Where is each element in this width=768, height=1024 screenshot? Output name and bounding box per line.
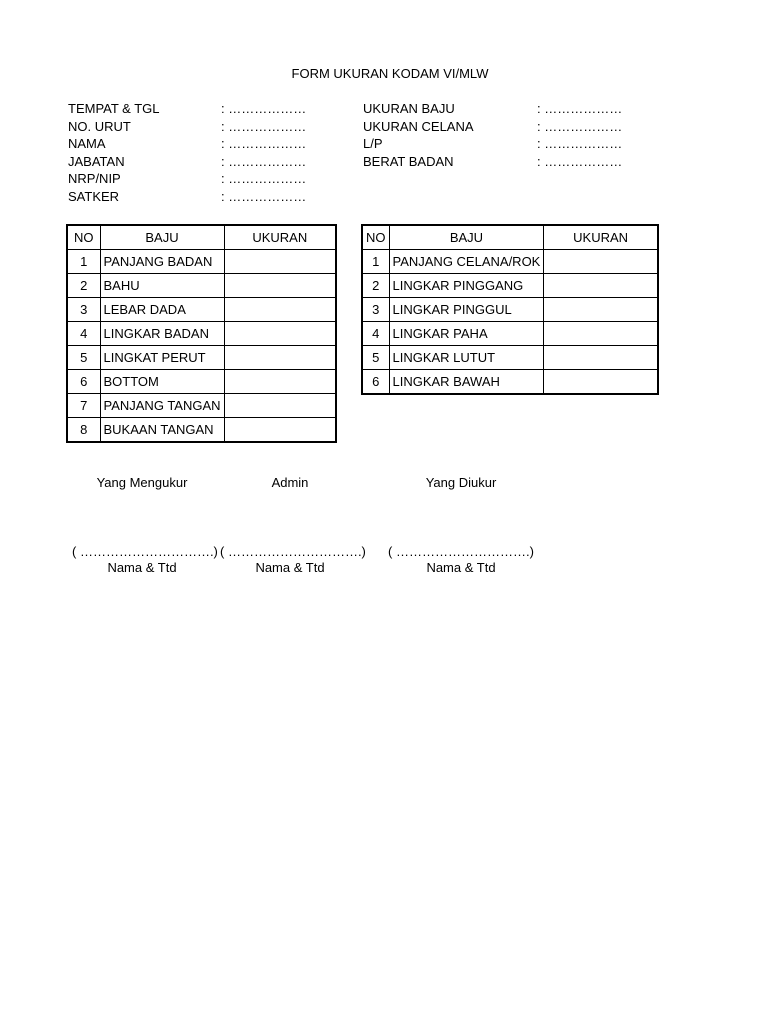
info-value-field[interactable]: : ……………… [537,153,623,169]
table-row [362,346,658,370]
size-cell[interactable] [224,274,336,298]
row-number: 6 [362,370,389,395]
info-value-field[interactable]: : ……………… [221,118,307,134]
measurement-name: LINGKAR BADAN [100,322,224,346]
info-label: TEMPAT & TGL [68,101,160,116]
info-row-ukuran-baju [363,100,663,118]
measurement-name: BUKAAN TANGAN [100,418,224,443]
info-value-field[interactable]: : ……………… [221,136,307,151]
signature-block-admin [220,475,360,490]
table-row [362,274,658,298]
info-label: NAMA [68,136,106,151]
measurement-name: LINGKAR PAHA [389,322,544,346]
measurement-name: BOTTOM [100,370,224,394]
column-header-size: UKURAN [544,225,658,250]
info-label: UKURAN CELANA [363,118,474,134]
size-cell[interactable] [224,418,336,443]
column-header-no: NO [362,225,389,250]
form-title: FORM UKURAN KODAM VI/MLW [291,66,489,81]
info-row-berat-badan [363,153,663,171]
row-number: 3 [67,298,100,322]
info-row-tempat-tgl [68,100,328,118]
info-value-field[interactable]: : ……………… [221,153,307,169]
info-row-jabatan [68,153,328,171]
measurement-name: PANJANG BADAN [100,250,224,274]
info-label: JABATAN [68,153,125,169]
signature-caption: Nama & Ttd [426,560,496,575]
table-row [67,346,336,370]
info-label: NO. URUT [68,118,131,134]
info-row-nrp-nip [68,170,328,188]
signature-role: Yang Mengukur [96,475,188,490]
column-header-size: UKURAN [224,225,336,250]
row-number: 1 [67,250,100,274]
info-label: L/P [363,136,383,151]
row-number: 2 [67,274,100,298]
row-number: 5 [67,346,100,370]
info-value-field[interactable]: : ……………… [537,118,623,134]
size-cell[interactable] [544,250,658,274]
size-cell[interactable] [544,370,658,395]
size-cell[interactable] [544,298,658,322]
table-header-row [67,225,336,250]
measurement-name: LINGKAT PERUT [100,346,224,370]
info-label: BERAT BADAN [363,153,454,169]
info-row-no-urut [68,118,328,136]
signature-caption: Nama & Ttd [107,560,177,575]
row-number: 3 [362,298,389,322]
row-number: 6 [67,370,100,394]
signature-name-line[interactable]: ( ………………………….) [388,544,534,559]
signature-name-line[interactable]: ( ………………………….) [220,544,366,559]
info-label: NRP/NIP [68,171,121,186]
info-value-field[interactable]: : ……………… [221,188,307,204]
info-value-field[interactable]: : ……………… [537,101,623,116]
table-row [362,322,658,346]
info-value-field[interactable]: : ……………… [221,101,307,116]
info-label: SATKER [68,188,120,204]
signature-name-line[interactable]: ( ………………………….) [72,544,218,559]
size-cell[interactable] [224,250,336,274]
table-header-row [362,225,658,250]
size-cell[interactable] [544,322,658,346]
size-cell[interactable] [224,346,336,370]
measurement-name: LINGKAR PINGGUL [389,298,544,322]
measurement-name: PANJANG TANGAN [100,394,224,418]
signature-block-measurer [72,475,212,490]
signature-role: Admin [271,475,309,490]
column-header-item: BAJU [100,225,224,250]
measurement-name: LINGKAR PINGGANG [389,274,544,298]
column-header-item: BAJU [389,225,544,250]
row-number: 8 [67,418,100,443]
table-row [67,370,336,394]
size-cell[interactable] [224,370,336,394]
row-number: 7 [67,394,100,418]
row-number: 1 [362,250,389,274]
size-cell[interactable] [544,346,658,370]
info-value-field[interactable]: : ……………… [537,136,623,151]
table-row [362,298,658,322]
signature-block-measured [391,475,531,490]
info-row-ukuran-celana [363,118,663,136]
signature-line-measurer [72,544,218,575]
size-info-block [363,100,663,170]
measurement-name: LINGKAR BAWAH [389,370,544,395]
row-number: 4 [67,322,100,346]
info-row-satker [68,188,328,206]
size-cell[interactable] [544,274,658,298]
shirt-measurement-table [66,224,337,443]
table-row [362,370,658,395]
row-number: 5 [362,346,389,370]
signature-caption: Nama & Ttd [255,560,325,575]
measurement-name: PANJANG CELANA/ROK [389,250,544,274]
signature-role: Yang Diukur [425,475,497,490]
table-row [67,274,336,298]
table-row [67,250,336,274]
measurement-name: LEBAR DADA [100,298,224,322]
table-row [362,250,658,274]
size-cell[interactable] [224,322,336,346]
info-row-nama [68,135,328,153]
trouser-measurement-table [361,224,659,395]
signature-line-admin [220,544,366,575]
table-row [67,298,336,322]
info-label: UKURAN BAJU [363,101,455,116]
size-cell[interactable] [224,394,336,418]
column-header-no: NO [67,225,100,250]
signature-line-measured [384,544,538,575]
row-number: 2 [362,274,389,298]
measurement-name: BAHU [100,274,224,298]
table-row [67,322,336,346]
table-row [67,394,336,418]
table-row [67,418,336,443]
info-value-field[interactable]: : ……………… [221,171,307,186]
row-number: 4 [362,322,389,346]
size-cell[interactable] [224,298,336,322]
measurement-name: LINGKAR LUTUT [389,346,544,370]
info-row-gender [363,135,663,153]
personal-info-block [68,100,328,205]
